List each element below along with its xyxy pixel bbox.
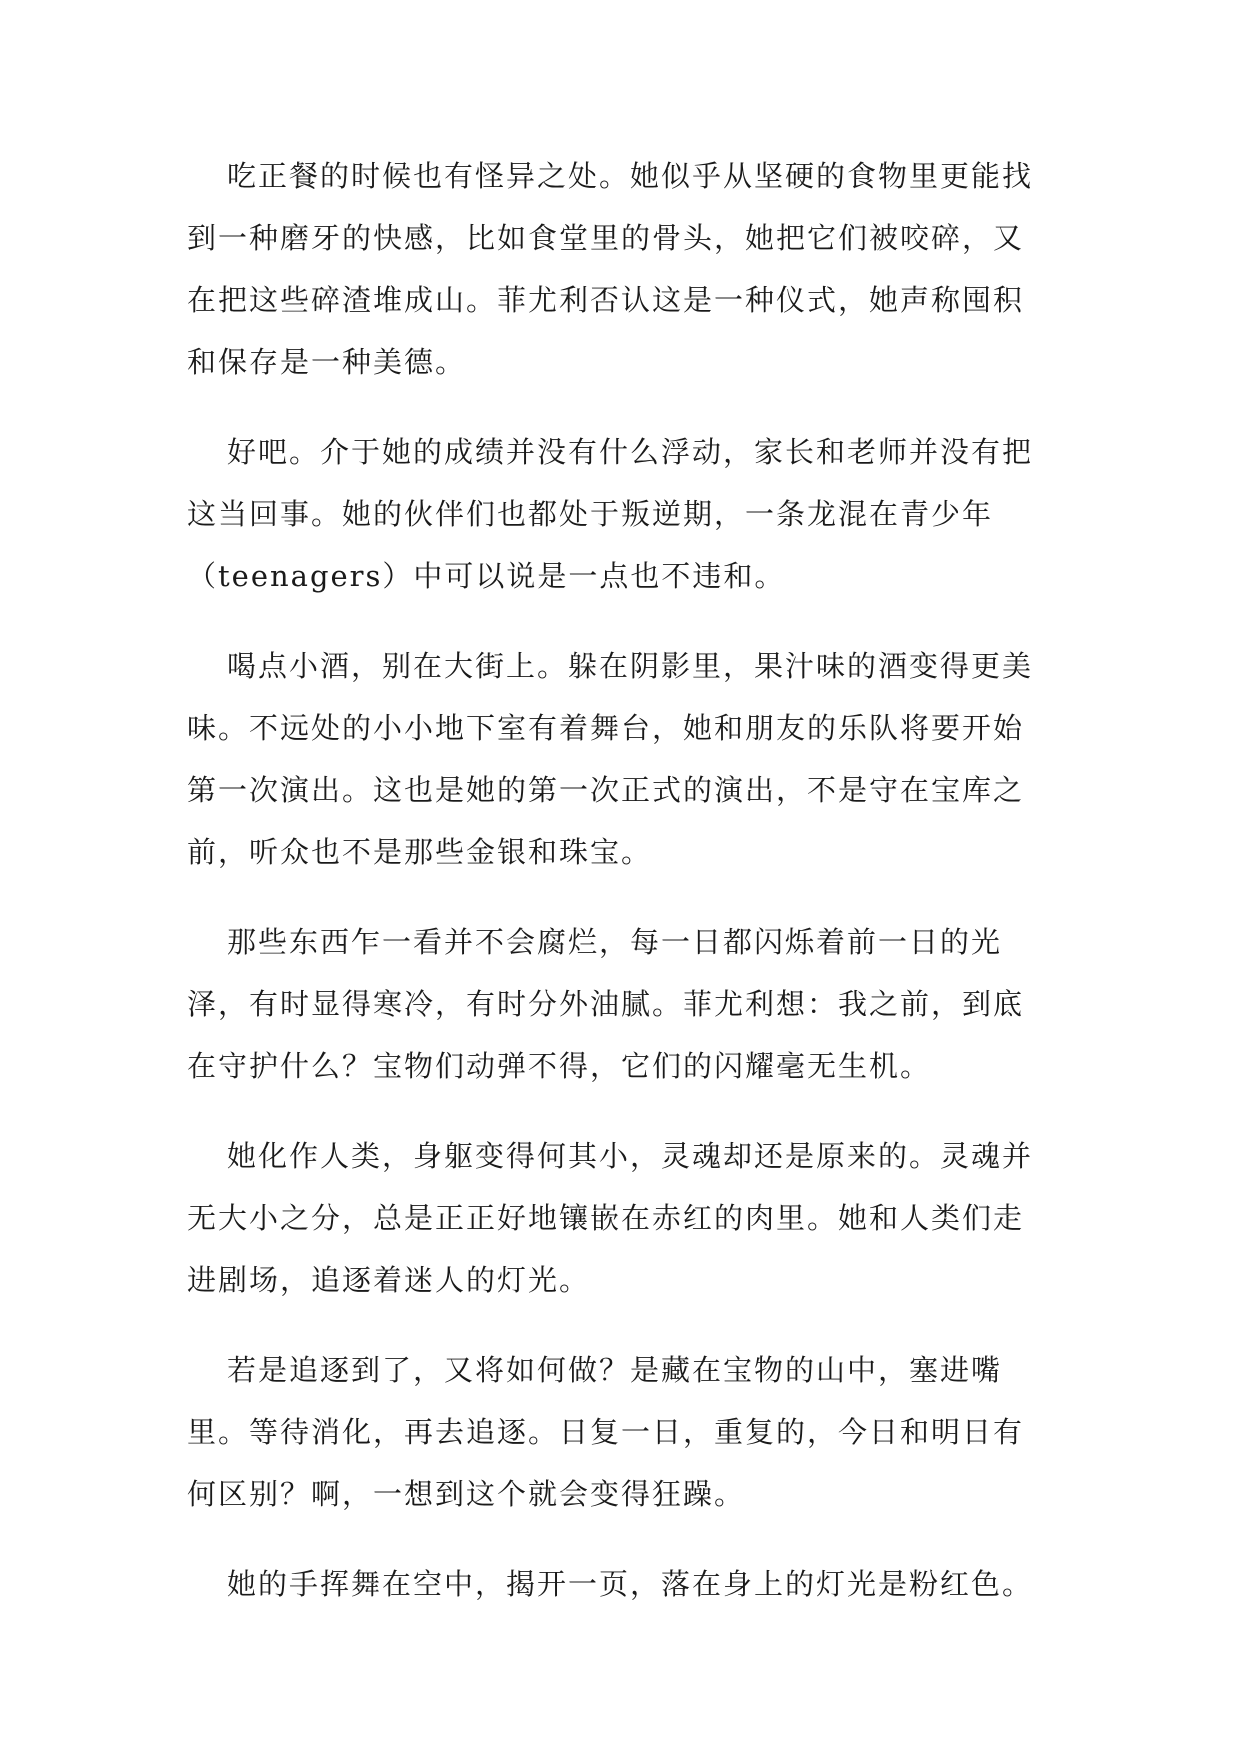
- paragraph-4: [187, 911, 1067, 1097]
- text-line: 里。等待消化，再去追逐。日复一日，重复的，今日和明日有: [187, 1415, 1025, 1449]
- text-line: 何区别？啊，一想到这个就会变得狂躁。: [187, 1477, 746, 1511]
- text-line: 泽，有时显得寒冷，有时分外油腻。菲尤利想：我之前，到底: [187, 987, 1025, 1021]
- paragraph-5: [187, 1125, 1067, 1311]
- text-line: 她的手挥舞在空中，揭开一页，落在身上的灯光是粉红色。: [227, 1567, 1034, 1601]
- text-line: 喝点小酒，别在大街上。躲在阴影里，果汁味的酒变得更美: [227, 649, 1034, 683]
- text-line: 前，听众也不是那些金银和珠宝。: [187, 835, 653, 869]
- text-line: 在守护什么？宝物们动弹不得，它们的闪耀毫无生机。: [187, 1049, 932, 1083]
- text-line: 若是追逐到了，又将如何做？是藏在宝物的山中，塞进嘴: [227, 1353, 1003, 1387]
- paragraph-2: [187, 421, 1067, 607]
- text-line: 这当回事。她的伙伴们也都处于叛逆期，一条龙混在青少年: [187, 497, 994, 531]
- text-line: 进剧场，追逐着迷人的灯光。: [187, 1263, 591, 1297]
- text-line: 吃正餐的时候也有怪异之处。她似乎从坚硬的食物里更能找: [227, 159, 1034, 193]
- text-line: 味。不远处的小小地下室有着舞台，她和朋友的乐队将要开始: [187, 711, 1025, 745]
- paragraph-3: [187, 635, 1067, 883]
- text-line: （teenagers）中可以说是一点也不违和。: [187, 559, 786, 593]
- paragraph-7: [187, 1553, 1067, 1615]
- text-line: 那些东西乍一看并不会腐烂，每一日都闪烁着前一日的光: [227, 925, 1003, 959]
- body-text: [187, 145, 1067, 1643]
- text-line: 好吧。介于她的成绩并没有什么浮动，家长和老师并没有把: [227, 435, 1034, 469]
- text-line: 第一次演出。这也是她的第一次正式的演出，不是守在宝库之: [187, 773, 1025, 807]
- text-line: 和保存是一种美德。: [187, 345, 467, 379]
- text-line: 她化作人类，身躯变得何其小，灵魂却还是原来的。灵魂并: [227, 1139, 1034, 1173]
- paragraph-1: [187, 145, 1067, 393]
- text-line: 在把这些碎渣堆成山。菲尤利否认这是一种仪式，她声称囤积: [187, 283, 1025, 317]
- text-line: 无大小之分，总是正正好地镶嵌在赤红的肉里。她和人类们走: [187, 1201, 1025, 1235]
- paragraph-6: [187, 1339, 1067, 1525]
- text-line: 到一种磨牙的快感，比如食堂里的骨头，她把它们被咬碎，又: [187, 221, 1025, 255]
